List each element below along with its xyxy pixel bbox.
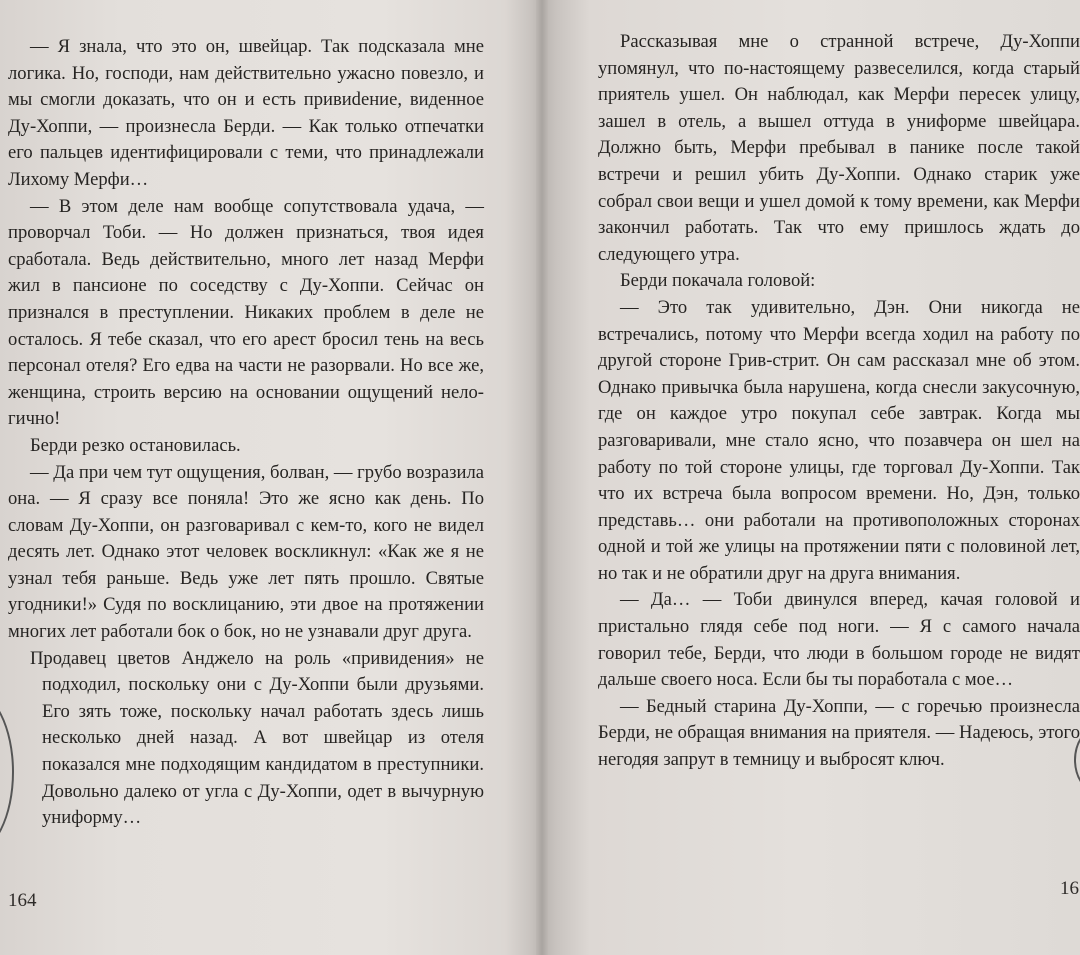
paragraph: — В этом деле нам вообще сопутствовала удача, — проворчал Тоби. — Но должен признаться, твоя идея сработала. Ведь действительно, много лет назад Мерфи жил в пансионе по соседству с Ду-Хоппи. Сейчас он признался в преступлении. Никаких проблем в деле не осталось. Я тебе сказал, что его арест бросил тень на весь персонал отеля? Его едва на части не разорвали. Но все же, женщина, строить версию на основании ощущений нелогично!: [8, 195, 484, 430]
paragraph: Берди покачала головой:: [620, 270, 816, 292]
left-page: [0, 0, 536, 955]
page-number: 16: [1060, 878, 1079, 899]
paragraph: — Это так удивительно, Дэн. Они никогда не встречались, потому что Мерфи всегда ходил на работу по другой стороне Грив-стрит. Он сам рассказал мне об этом. Однако привычка была нарушена, когда снесли закусочную, где он каждое утро покупал себе завтрак. Когда мы разговаривали, мне стало ясно, что позавчера он шел на работу по той стороне улицы, где торговал Ду-Хоппи. Так что их встреча была вопросом времени. Но, Дэн, только представь… они работали на противоположных сторонах одной и той же улицы на протяжении пяти с половиной лет, но так и не обратили друг на друга внимания.: [598, 296, 1080, 584]
paragraph: — Я знала, что это он, швейцар. Так подсказала мне логика. Но, господи, нам действительно ужасно повезло, и мы смогли доказать, что он и есть привиdение, виденное Ду-Хоппи, — произнесла Берди. — Как только отпечатки его пальцев идентифицировали с теми, что принадлежали Лихому Мерфи…: [8, 36, 484, 190]
paragraph: — Да… — Тоби двинулся вперед, качая головой и пристально глядя себе под ноги. — Я с самого начала говорил тебе, Берди, что люди в большом городе не видят дальше своего носа. Если бы ты поработала с мое…: [598, 589, 1080, 691]
book-gutter: [536, 0, 548, 955]
right-page: [548, 0, 1080, 955]
right-page-text: [598, 29, 1080, 774]
paragraph: — Да при чем тут ощущения, болван, — грубо возразила она. — Я сразу все поняла! Это же ясно как день. По словам Ду-Хоппи, он разговаривал с кем-то, кого не видел десять лет. Однако этот человек воскликнул: «Как же я не узнал тебя раньше. Ведь уже лет пять прошло. Святые угодники!» Судя по восклицанию, эти двое на протяжении многих лет работали бок о бок, но не узнавали друг друга.: [8, 461, 484, 643]
left-page-text: [8, 34, 484, 832]
paragraph: Продавец цветов Анджело на роль «привидения» не подходил, поскольку они с Ду-Хоппи были друзьями. Его зять тоже, поскольку начал работать здесь лишь несколько дней назад. А вот швейцар из отеля показался мне подходящим кандидатом в преступники. Довольно далеко от угла с Ду-Хоппи, одет в вычурную униформу…: [30, 647, 484, 829]
page-number: 164: [8, 890, 37, 911]
paragraph: Берди резко остановилась.: [30, 434, 241, 456]
paragraph: — Бедный старина Ду-Хоппи, — с горечью произнесла Берди, не обращая внимания на приятеля. — Надеюсь, этого негодяя запрут в темницу и выбросят ключ.: [598, 695, 1080, 771]
paragraph: Рассказывая мне о странной встрече, Ду-Хоппи упомянул, что по-настоящему развеселился, когда старый приятель ушел. Он наблюдал, как Мерфи пересек улицу, зашел в отель, а вышел оттуда в униформе швейцара. Должно быть, Мерфи пребывал в панике после такой встречи и решил убить Ду-Хоппи. Однако старик уже собрал свои вещи и ушел домой к тому времени, как Мерфи закончил работать. Так что ему пришлось ждать до следующего утра.: [598, 31, 1080, 265]
